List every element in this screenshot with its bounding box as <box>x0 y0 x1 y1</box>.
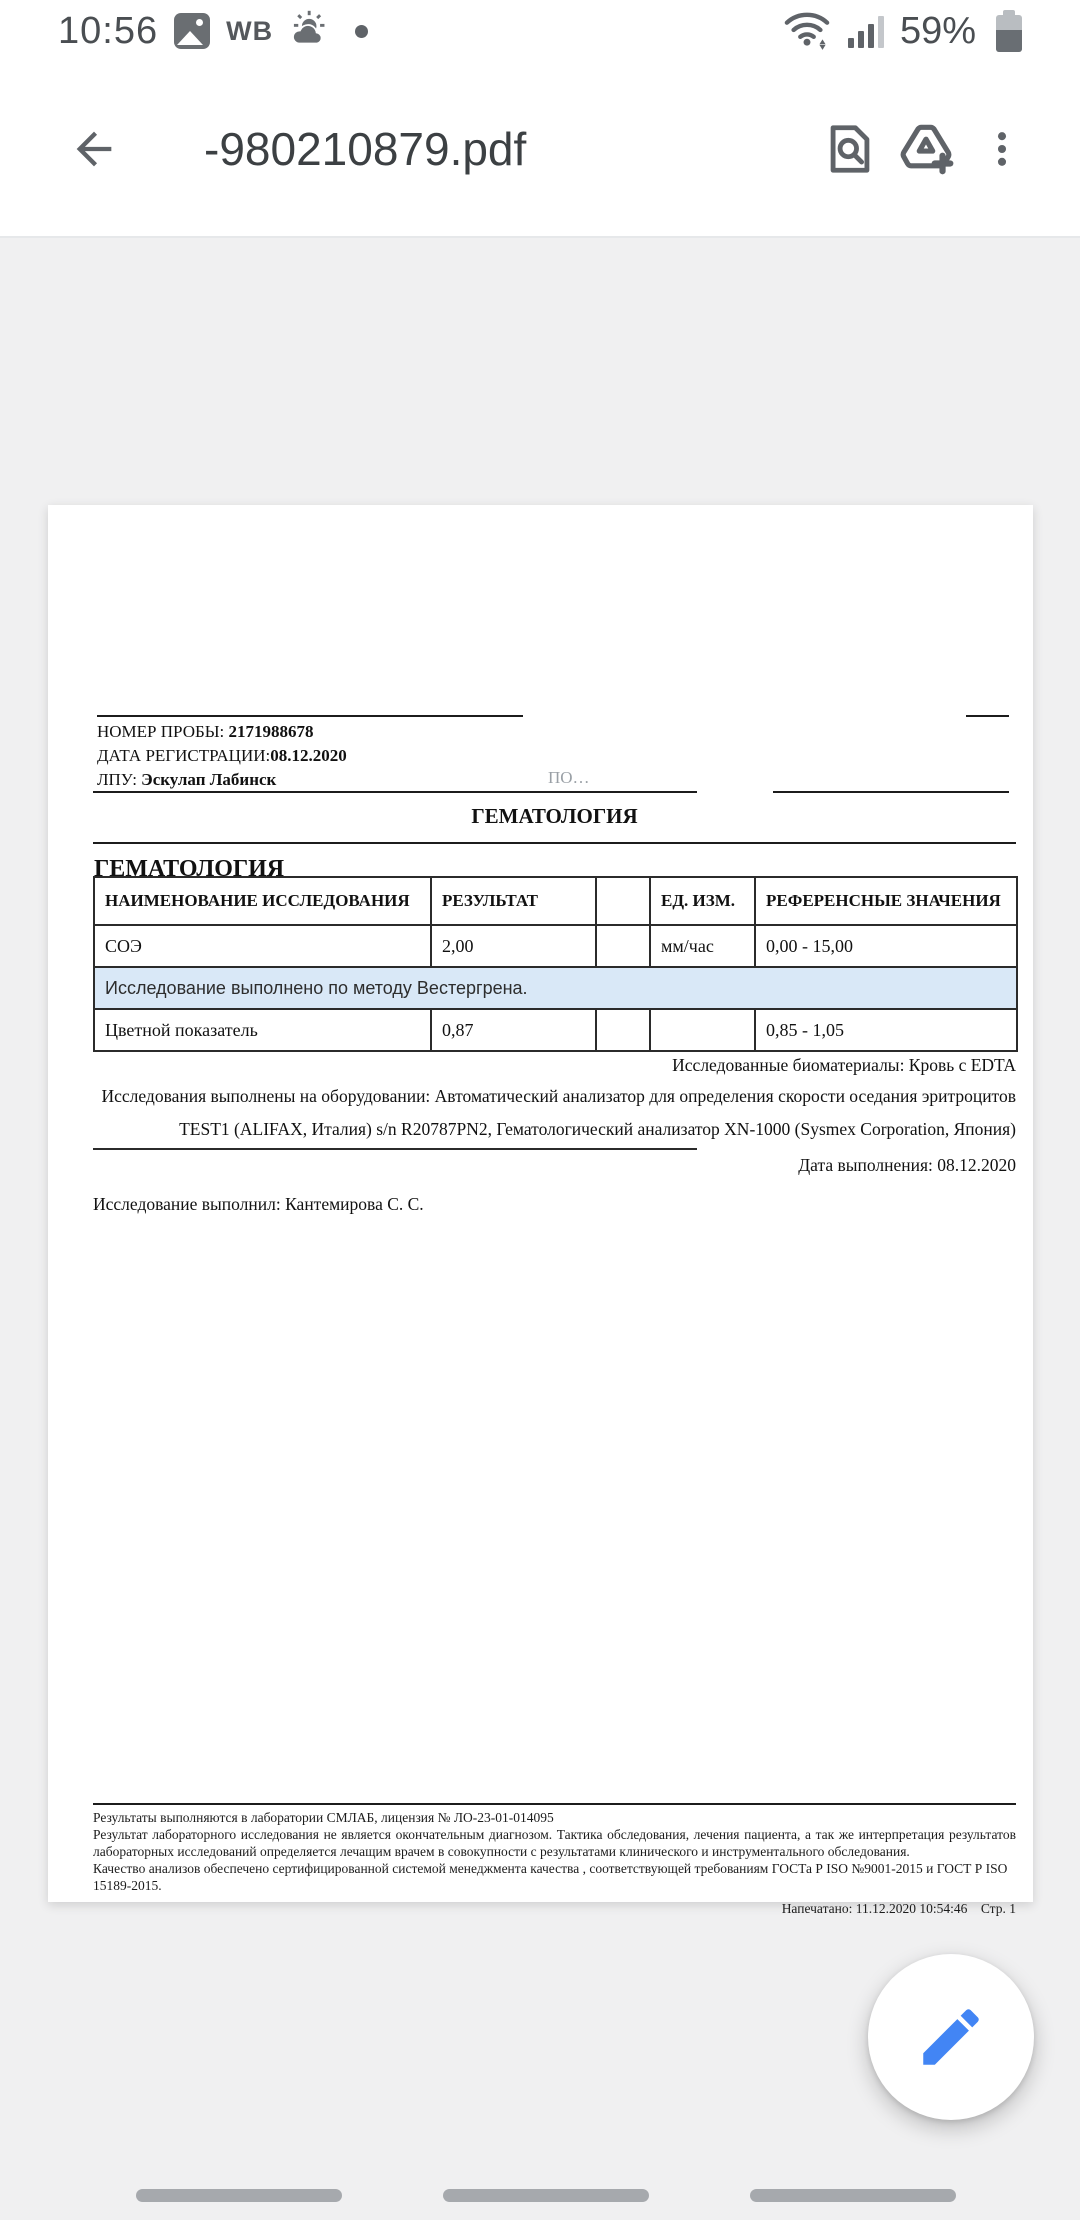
table-cell <box>650 1009 755 1051</box>
status-bar-right <box>782 7 1022 56</box>
find-in-page-icon <box>821 120 879 178</box>
table-cell: 0,87 <box>431 1009 596 1051</box>
section-rule <box>93 842 1016 844</box>
pencil-edit-icon <box>914 2000 988 2074</box>
notification-dot-icon <box>355 25 368 38</box>
document-title: -980210879.pdf <box>204 123 527 175</box>
table-header-cell: РЕФЕРЕНСНЫЕ ЗНАЧЕНИЯ <box>755 877 1017 925</box>
sample-number-value: 2171988678 <box>228 722 314 741</box>
battery-percent-label: 59% <box>899 9 976 52</box>
battery-icon <box>996 10 1022 52</box>
add-to-drive-button[interactable] <box>888 111 964 187</box>
cellular-signal-icon <box>848 14 884 48</box>
table-row <box>94 925 1017 967</box>
results-table-head <box>94 877 1017 925</box>
table-header-cell <box>596 877 650 925</box>
results-table-body <box>94 925 1017 1051</box>
nav-pill-recents[interactable] <box>136 2189 342 2202</box>
document-footer <box>93 1803 1016 1917</box>
faint-overlay-text: ПО… <box>548 768 590 787</box>
table-row <box>94 967 1017 1009</box>
annotate-fab[interactable] <box>868 1954 1034 2120</box>
footer-line-3: Качество анализов обеспечено сертифицированной системой менеджмента качества , соответствующей требованиям ГОСТа Р ISO №9001-2015 и ГОСТ Р ISO 15189-2015. <box>93 1861 1008 1893</box>
table-cell: мм/час <box>650 925 755 967</box>
after-table-block <box>93 1054 1016 1216</box>
performed-by-line: Исследование выполнил: Кантемирова С. С. <box>93 1194 424 1214</box>
table-cell: 2,00 <box>431 925 596 967</box>
registration-date-value: 08.12.2020 <box>270 746 347 765</box>
table-cell: СОЭ <box>94 925 431 967</box>
three-dot-menu-icon <box>980 127 1024 171</box>
nav-pill-back[interactable] <box>750 2189 956 2202</box>
back-arrow-icon <box>68 123 120 175</box>
table-row <box>94 1009 1017 1051</box>
footer-line-1: Результаты выполняются в лаборатории СМЛАБ, лицензия № ЛО-23-01-014095 <box>93 1810 554 1825</box>
back-button[interactable] <box>56 111 132 187</box>
pdf-page <box>48 505 1033 1916</box>
footer-printed-line: Напечатано: 11.12.2020 10:54:46 Стр. 1 <box>781 1901 1016 1916</box>
weather-icon <box>289 9 333 54</box>
wb-notification-label: WB <box>226 15 274 46</box>
header-bottom-rule-left <box>93 791 697 793</box>
table-cell: 0,85 - 1,05 <box>755 1009 1017 1051</box>
table-note-cell: Исследование выполнено по методу Вестергрена. <box>94 967 1017 1009</box>
table-cell <box>596 1009 650 1051</box>
wifi-icon <box>782 7 832 56</box>
header-rule-right <box>966 715 1009 717</box>
registration-date-row <box>97 745 347 767</box>
footer-line-2: Результат лабораторного исследования не является окончательным диагнозом. Тактика обследования, лечения пациента, а так же интерпретация результатов лабораторных исследований определяется лечащим врачем в совокупности с результатами клинического и инструментального обследования. <box>93 1827 1016 1859</box>
section-title: ГЕМАТОЛОГИЯ <box>471 804 638 828</box>
table-header-cell: НАИМЕНОВАНИЕ ИССЛЕДОВАНИЯ <box>94 877 431 925</box>
gallery-notification-icon <box>174 13 210 49</box>
find-in-document-button[interactable] <box>812 111 888 187</box>
sample-number-label: НОМЕР ПРОБЫ: <box>97 722 225 741</box>
app-bar <box>0 62 1080 238</box>
biomaterials-line: Исследованные биоматериалы: Кровь с EDTA <box>672 1055 1016 1075</box>
lpu-value: Эскулап Лабинск <box>141 770 277 789</box>
lpu-row <box>97 769 276 791</box>
table-header-cell: РЕЗУЛЬТАТ <box>431 877 596 925</box>
clock: 10:56 <box>58 9 159 52</box>
lpu-label: ЛПУ: <box>97 770 137 789</box>
sample-number-row <box>97 721 314 743</box>
status-bar <box>0 0 1080 62</box>
table-cell: Цветной показатель <box>94 1009 431 1051</box>
registration-date-label: ДАТА РЕГИСТРАЦИИ: <box>97 746 271 765</box>
header-rule-left <box>97 715 523 717</box>
table-header-cell: ЕД. ИЗМ. <box>650 877 755 925</box>
status-bar-left <box>58 9 368 54</box>
overflow-menu-button[interactable] <box>964 111 1040 187</box>
execution-date-line: Дата выполнения: 08.12.2020 <box>798 1155 1016 1175</box>
pdf-viewer-canvas[interactable] <box>0 240 1080 2220</box>
nav-pill-home[interactable] <box>443 2189 649 2202</box>
section-heading: ГЕМАТОЛОГИЯ <box>94 856 285 882</box>
equipment-line: Исследования выполнены на оборудовании: Автоматический анализатор для определения скорости оседания эритроцитов TEST1 (ALIFAX, Италия) s/n R20787PN2, Гематологический анализатор XN-1000 (Sysmex Corporation, Япония) <box>101 1086 1016 1139</box>
header-bottom-rule-right <box>773 791 1009 793</box>
equipment-underline <box>93 1148 697 1150</box>
table-cell <box>596 925 650 967</box>
results-table <box>93 876 1018 1052</box>
drive-add-icon <box>895 118 957 180</box>
table-cell: 0,00 - 15,00 <box>755 925 1017 967</box>
